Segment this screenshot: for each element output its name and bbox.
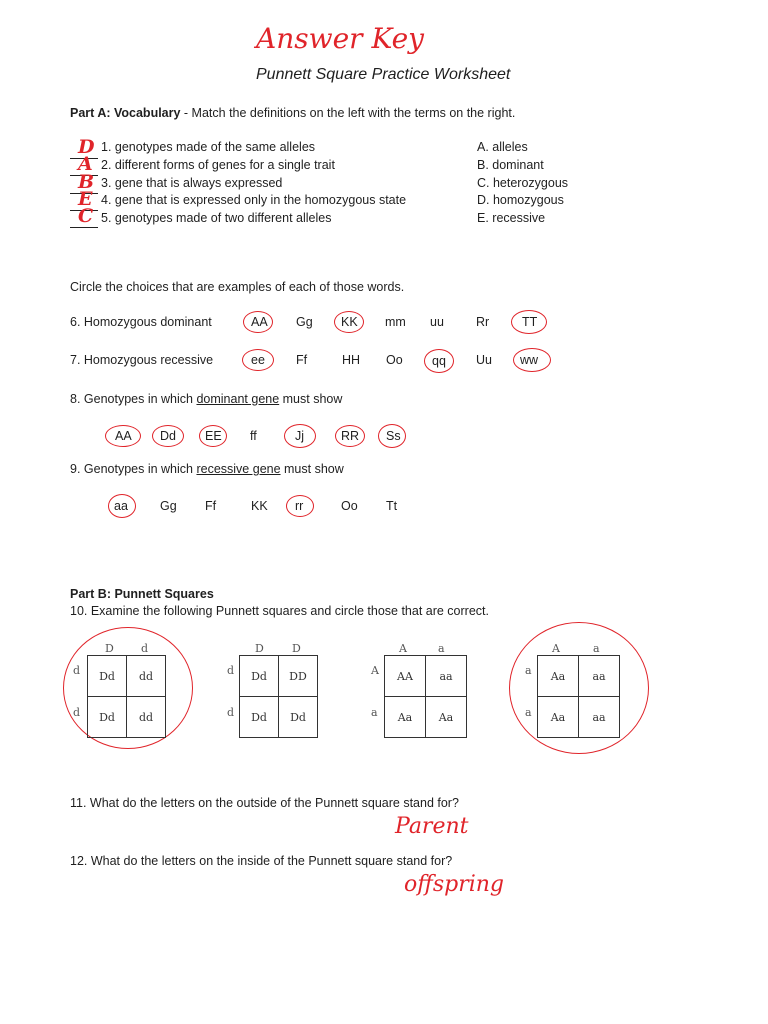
ps4-cell: Aa [538, 656, 579, 697]
ps4-top-1: A [552, 642, 560, 655]
q8-choice-ee: EE [205, 429, 222, 443]
ps1-top-2: d [141, 642, 149, 655]
q6-label: 6. Homozygous dominant [70, 315, 212, 329]
ps3-cell: aa [426, 656, 467, 697]
ps2-cell: Dd [279, 697, 318, 738]
answer-3: B [78, 171, 95, 193]
q6-choice-tt: TT [522, 315, 538, 329]
ps4-cell: aa [579, 697, 620, 738]
ps1-cell: Dd [88, 656, 127, 697]
q8-label-key: dominant gene [196, 392, 280, 406]
answer-5: C [78, 205, 94, 227]
part-a-heading: Part A: Vocabulary [70, 106, 181, 120]
question-4: 4. gene that is expressed only in the homozygous state [101, 193, 407, 207]
q7-choice-qq: qq [432, 354, 446, 368]
ps2-cell: Dd [240, 697, 279, 738]
ps4-cell: aa [579, 656, 620, 697]
answer-1: D [78, 136, 95, 158]
q6-choice-mm: mm [385, 315, 406, 329]
q8-choice-rr: RR [341, 429, 360, 443]
q6-choice-kk: KK [341, 315, 358, 329]
ps2-left-1: d [227, 664, 235, 677]
circle-instruction: Circle the choices that are examples of each of those words. [70, 280, 405, 294]
q12-answer: offspring [404, 872, 505, 897]
q11-answer: Parent [395, 814, 469, 839]
q9-choice-kk: KK [251, 499, 268, 513]
ps1-cell: Dd [88, 697, 127, 738]
ps2-top-1: D [255, 642, 264, 655]
ps3-top-2: a [438, 642, 445, 655]
q9-label-post: must show [280, 462, 344, 476]
q7-choice-ww: ww [520, 353, 539, 367]
q6-choice-uu: uu [430, 315, 444, 329]
ps2-grid [239, 655, 318, 738]
q10-instruction: 10. Examine the following Punnett squares and circle those that are correct. [70, 604, 489, 618]
ps1-grid [87, 655, 166, 738]
ps3-left-2: a [371, 706, 378, 719]
q8-label-pre: 8. Genotypes in which [70, 392, 197, 406]
question-3: 3. gene that is always expressed [101, 176, 283, 190]
page-title: Punnett Square Practice Worksheet [256, 66, 511, 83]
q9-choice-aa: aa [114, 499, 128, 513]
q7-choice-uu: Uu [476, 353, 492, 367]
part-a-instruction: - Match the definitions on the left with the terms on the right. [180, 106, 516, 120]
q9-label-key: recessive gene [196, 462, 281, 476]
ps4-cell: Aa [538, 697, 579, 738]
part-a-header [70, 106, 515, 120]
ps1-cell: dd [127, 656, 166, 697]
ps4-top-2: a [593, 642, 600, 655]
q7-choice-oo: Oo [386, 353, 403, 367]
ps1-left-1: d [73, 664, 81, 677]
ps3-cell: Aa [385, 697, 426, 738]
q12-text: 12. What do the letters on the inside of the Punnett square stand for? [70, 854, 453, 868]
q8-choice-aa: AA [115, 429, 132, 443]
q7-choice-hh: HH [342, 353, 361, 367]
answer-key-heading: Answer Key [256, 22, 424, 55]
q9-choice-gg: Gg [160, 499, 177, 513]
term-d: D. homozygous [477, 193, 564, 207]
q7-choice-ff: Ff [296, 353, 308, 367]
ps4-left-1: a [525, 664, 532, 677]
term-b: B. dominant [477, 158, 544, 172]
ps4-grid [537, 655, 620, 738]
ps3-cell: Aa [426, 697, 467, 738]
term-c: C. heterozygous [477, 176, 569, 190]
question-5: 5. genotypes made of two different alleles [101, 211, 332, 225]
q6-choice-aa: AA [251, 315, 268, 329]
question-1: 1. genotypes made of the same alleles [101, 140, 316, 154]
ps2-cell: Dd [240, 656, 279, 697]
q9-choice-oo: Oo [341, 499, 358, 513]
q8-label [70, 392, 342, 406]
ps4-left-2: a [525, 706, 532, 719]
answer-2: A [78, 153, 93, 175]
ps2-cell: DD [279, 656, 318, 697]
ps2-left-2: d [227, 706, 235, 719]
q6-choice-gg: Gg [296, 315, 313, 329]
ps1-left-2: d [73, 706, 81, 719]
answer-4: E [78, 188, 93, 210]
q8-choice-ff: ff [250, 429, 257, 443]
ps3-cell: AA [385, 656, 426, 697]
q8-label-post: must show [279, 392, 343, 406]
q8-choice-ss: Ss [386, 429, 401, 443]
q9-choice-tt: Tt [386, 499, 398, 513]
q8-choice-dd: Dd [160, 429, 176, 443]
q7-choice-ee: ee [251, 353, 265, 367]
term-a: A. alleles [477, 140, 528, 154]
term-e: E. recessive [477, 211, 546, 225]
q6-choice-rr: Rr [476, 315, 490, 329]
ps3-grid [384, 655, 467, 738]
ps1-top-1: D [105, 642, 114, 655]
ps3-top-1: A [399, 642, 407, 655]
question-2: 2. different forms of genes for a single trait [101, 158, 335, 172]
q8-choice-jj: Jj [295, 429, 305, 443]
q9-label-pre: 9. Genotypes in which [70, 462, 197, 476]
ps3-left-1: A [371, 664, 379, 677]
part-b-heading: Part B: Punnett Squares [70, 587, 214, 601]
q9-label [70, 462, 344, 476]
q9-choice-ff: Ff [205, 499, 217, 513]
ps2-top-2: D [292, 642, 301, 655]
q11-text: 11. What do the letters on the outside of the Punnett square stand for? [70, 796, 459, 810]
q9-choice-rr: rr [295, 499, 304, 513]
q7-label: 7. Homozygous recessive [70, 353, 214, 367]
ps1-cell: dd [127, 697, 166, 738]
